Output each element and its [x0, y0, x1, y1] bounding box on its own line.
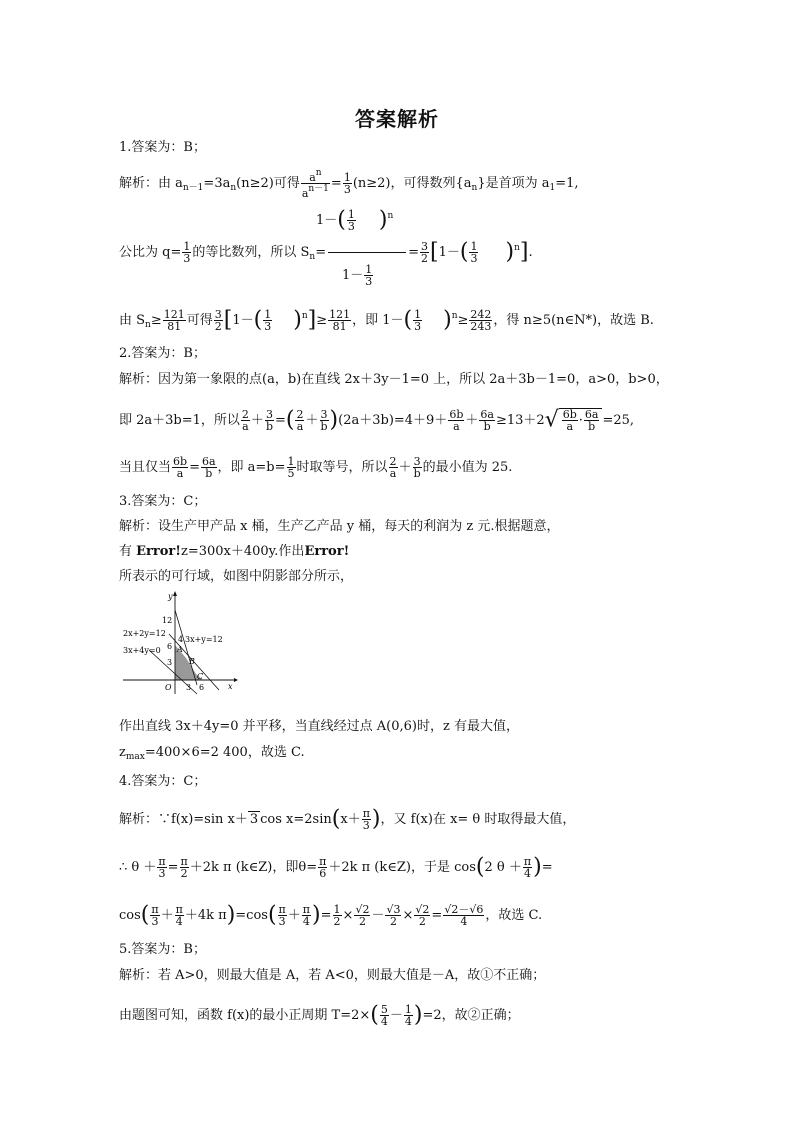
q5-explanation-line2: 由题图可知，函数 f(x)的最小正周期 T=2×( $\frac{5}{4}$ － $\frac{1}{4}$ )=2，故②正确；	[119, 1002, 520, 1028]
feasible-region-figure	[119, 590, 239, 695]
origin-label: O	[165, 683, 172, 692]
q1-answer: 1.答案为：B；	[119, 140, 206, 155]
q2-answer: 2.答案为：B；	[119, 346, 206, 361]
q3-explanation-line2: 有 Error!z=300x＋400y.作出Error!	[119, 544, 350, 559]
q3-explanation-line1: 解析：设生产甲产品 x 桶，生产乙产品 y 桶，每天的利润为 z 元.根据题意，	[119, 519, 560, 534]
x-tick-3: 3	[186, 683, 192, 692]
q1-explanation-line3: 由 $S_n\ge$ $\frac{121}{81}$ 可得 $\frac{3}{2}$ [1－( $\frac{1}{3}$ )$^n$]≥ $\frac{121}{81}$ ，即 1－( $\frac{1}{3}$ )$^n$≥ $\frac{242}{243}$ ，得 n≥5(n∈N*)，故选 B.	[119, 307, 654, 333]
q4-explanation-line3: cos( $\frac{\pi}{3}$ ＋ $\frac{\pi}{4}$ ＋4k π)=cos( $\frac{\pi}{3}$ ＋ $\frac{\pi}{4}$ )= $\frac{1}{2}$ × $\frac{√2}{2}$ － $\frac{√3}{2}$ × $\frac{√2}{2}$ = $\frac{√2-√6}{4}$ ，故选 C.	[119, 902, 543, 928]
q2-explanation-line3: 当且仅当 $\frac{6b}{a}$ = $\frac{6a}{b}$ ，即 a=b= $\frac{1}{5}$ 时取等号，所以 $\frac{2}{a}$ ＋ $\frac{3}{b}$ 的最小值为 25.	[119, 455, 513, 480]
line-label-3x-4y: 3x+4y=0	[123, 646, 161, 655]
q1-explanation-line1: 解析：由 $a_{n-1}=3a_n(n\ge 2)$可得 $\frac{a^n}{a^{n-1}}$ = $\frac{1}{3}$ (n≥2)，可得数列$\{a_n\}$是首项为 $a_1=1$,	[119, 168, 579, 200]
point-a-label: A	[177, 645, 183, 654]
q4-explanation-line1: 解析：∵f(x)=sin x＋ 3 cos x=2sin(x＋ $\frac{\pi}{3}$ )，又 f(x)在 x= θ 时取得最大值，	[119, 806, 576, 832]
point-b-label: B	[189, 657, 195, 666]
q3-explanation-line5: $z_{max}=400\times 6=2$ 400，故选 C.	[119, 745, 305, 762]
q4-answer: 4.答案为：C；	[119, 774, 207, 789]
y-axis-label: y	[168, 592, 173, 601]
y-tick-3: 3	[167, 658, 173, 667]
y-axis-arrow	[173, 591, 177, 596]
q5-explanation-line1: 解析：若 A>0，则最大值是 A，若 A<0，则最大值是－A，故①不正确；	[119, 968, 546, 983]
q3-explanation-line3: 所表示的可行域，如图中阴影部分所示，	[119, 569, 354, 584]
line-label-2x-2y: 2x+2y=12	[123, 629, 166, 638]
q1-sum-denominator: 1－ $\frac{1}{3}$	[342, 263, 373, 288]
q2-explanation-line2: 即 2a＋3b=1，所以 $\frac{2}{a}$ ＋ $\frac{3}{b}$ =( $\frac{2}{a}$ ＋ $\frac{3}{b}$ )(2a＋3b)=4＋9＋ $\frac{6b}{a}$ ＋ $\frac{6a}{b}$ ≥13＋2√ $\frac{6b}{a}$ · $\frac{6a}{b}$ =25,	[119, 407, 635, 433]
q2-explanation-line1: 解析：因为第一象限的点(a，b)在直线 2x＋3y－1=0 上，所以 2a＋3b－1=0，a>0，b>0，	[119, 372, 669, 387]
q3-answer: 3.答案为：C；	[119, 494, 207, 509]
y-tick-12: 12	[162, 616, 173, 625]
q4-explanation-line2: ∴ θ ＋ $\frac{\pi}{3}$ = $\frac{\pi}{2}$ ＋2k π (k∈Z)，即θ= $\frac{\pi}{6}$ ＋2k π (k∈Z)，于是 cos(2 θ ＋ $\frac{\pi}{4}$ )=	[119, 854, 553, 880]
point-c-label: C	[197, 672, 204, 681]
q1-sum-numerator: 1－( $\frac{1}{3}$ )$^n$	[316, 207, 394, 233]
x-axis-arrow	[234, 678, 238, 682]
x-tick-6: 6	[199, 683, 205, 692]
q5-answer: 5.答案为：B；	[119, 942, 206, 957]
x-axis-label: x	[228, 682, 233, 691]
line-label-3x-y: 3x+y=12	[185, 635, 223, 644]
q1-explanation-line2: 公比为 q= $\frac{1}{3}$ 的等比数列，所以 $S_n=$ = $\frac{3}{2}$ [1－( $\frac{1}{3}$ )$^n$].	[119, 239, 533, 265]
y-tick-6: 6	[167, 642, 173, 651]
page-title: 答案解析	[355, 107, 439, 131]
q3-explanation-line4: 作出直线 3x＋4y=0 并平移，当直线经过点 A(0,6)时，z 有最大值，	[119, 719, 519, 734]
y-tick-4: 4	[178, 635, 184, 644]
